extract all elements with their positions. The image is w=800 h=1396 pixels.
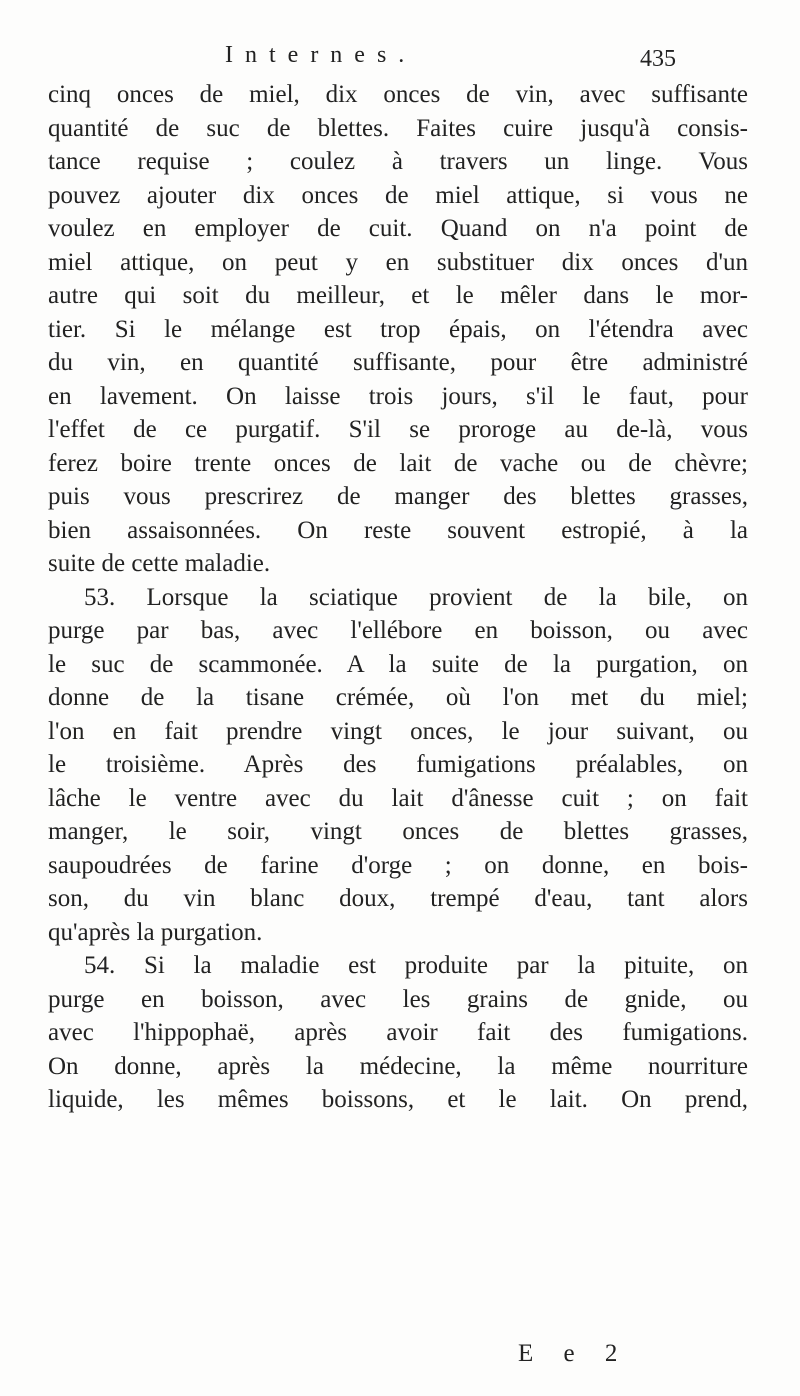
text-line: lâche le ventre avec du lait d'ânesse cuit ; on fait	[48, 784, 748, 812]
page-number: 435	[640, 46, 676, 72]
paragraph-54-start: 54. Si la maladie est produite par la pituite, on	[84, 952, 748, 979]
text-line: suite de cette maladie.	[48, 550, 271, 577]
text-line: l'effet de ce purgatif. S'il se proroge au de-là, vous	[48, 416, 748, 443]
text-line: voulez en employer de cuit. Quand on n'a point de	[48, 215, 748, 242]
text-line: ferez boire trente onces de lait de vache ou de chèvre;	[48, 449, 748, 477]
running-head: Internes.	[225, 42, 417, 68]
text-line: avec l'hippophaë, après avoir fait des fumigations.	[48, 1019, 748, 1046]
text-line: son, du vin blanc doux, trempé d'eau, tant alors	[48, 885, 748, 912]
text-line: l'on en fait prendre vingt onces, le jour suivant, ou	[48, 717, 748, 745]
text-line: manger, le soir, vingt onces de blettes grasses,	[48, 818, 748, 845]
text-line: autre qui soit du meilleur, et le mêler dans le mor-	[48, 282, 748, 309]
text-line: quantité de suc de blettes. Faites cuire jusqu'à consis-	[48, 114, 748, 142]
text-line: saupoudrées de farine d'orge ; on donne, en bois-	[48, 851, 748, 879]
text-line: qu'après la purgation.	[48, 918, 263, 946]
text-line: bien assaisonnées. On reste souvent estropié, à la	[48, 516, 748, 544]
text-line: puis vous prescrirez de manger des blettes grasses,	[48, 483, 748, 510]
text-line: purge en boisson, avec les grains de gnide, ou	[48, 985, 748, 1013]
signature-mark: E e 2	[518, 1340, 630, 1367]
text-line: donne de la tisane crémée, où l'on met du miel;	[48, 684, 748, 711]
text-line: purge par bas, avec l'ellébore en boisson, ou avec	[48, 617, 748, 644]
text-line: On donne, après la médecine, la même nourriture	[48, 1052, 748, 1080]
text-line: cinq onces de miel, dix onces de vin, avec suffisante	[48, 81, 748, 108]
text-line: le troisième. Après des fumigations préalables, on	[48, 751, 748, 778]
text-line: liquide, les mêmes boissons, et le lait. On prend,	[48, 1086, 748, 1113]
paragraph-53-start: 53. Lorsque la sciatique provient de la bile, on	[84, 583, 748, 611]
page-header	[0, 36, 800, 76]
text-line: tier. Si le mélange est trop épais, on l'étendra avec	[48, 315, 748, 343]
text-line: tance requise ; coulez à travers un linge. Vous	[48, 148, 748, 175]
text-line: pouvez ajouter dix onces de miel attique, si vous ne	[48, 181, 748, 209]
text-line: le suc de scammonée. A la suite de la purgation, on	[48, 650, 748, 678]
text-line: en lavement. On laisse trois jours, s'il le faut, pour	[48, 382, 748, 410]
text-line: du vin, en quantité suffisante, pour être administré	[48, 349, 748, 376]
text-line: miel attique, on peut y en substituer dix onces d'un	[48, 248, 748, 276]
body-text	[48, 78, 748, 1117]
